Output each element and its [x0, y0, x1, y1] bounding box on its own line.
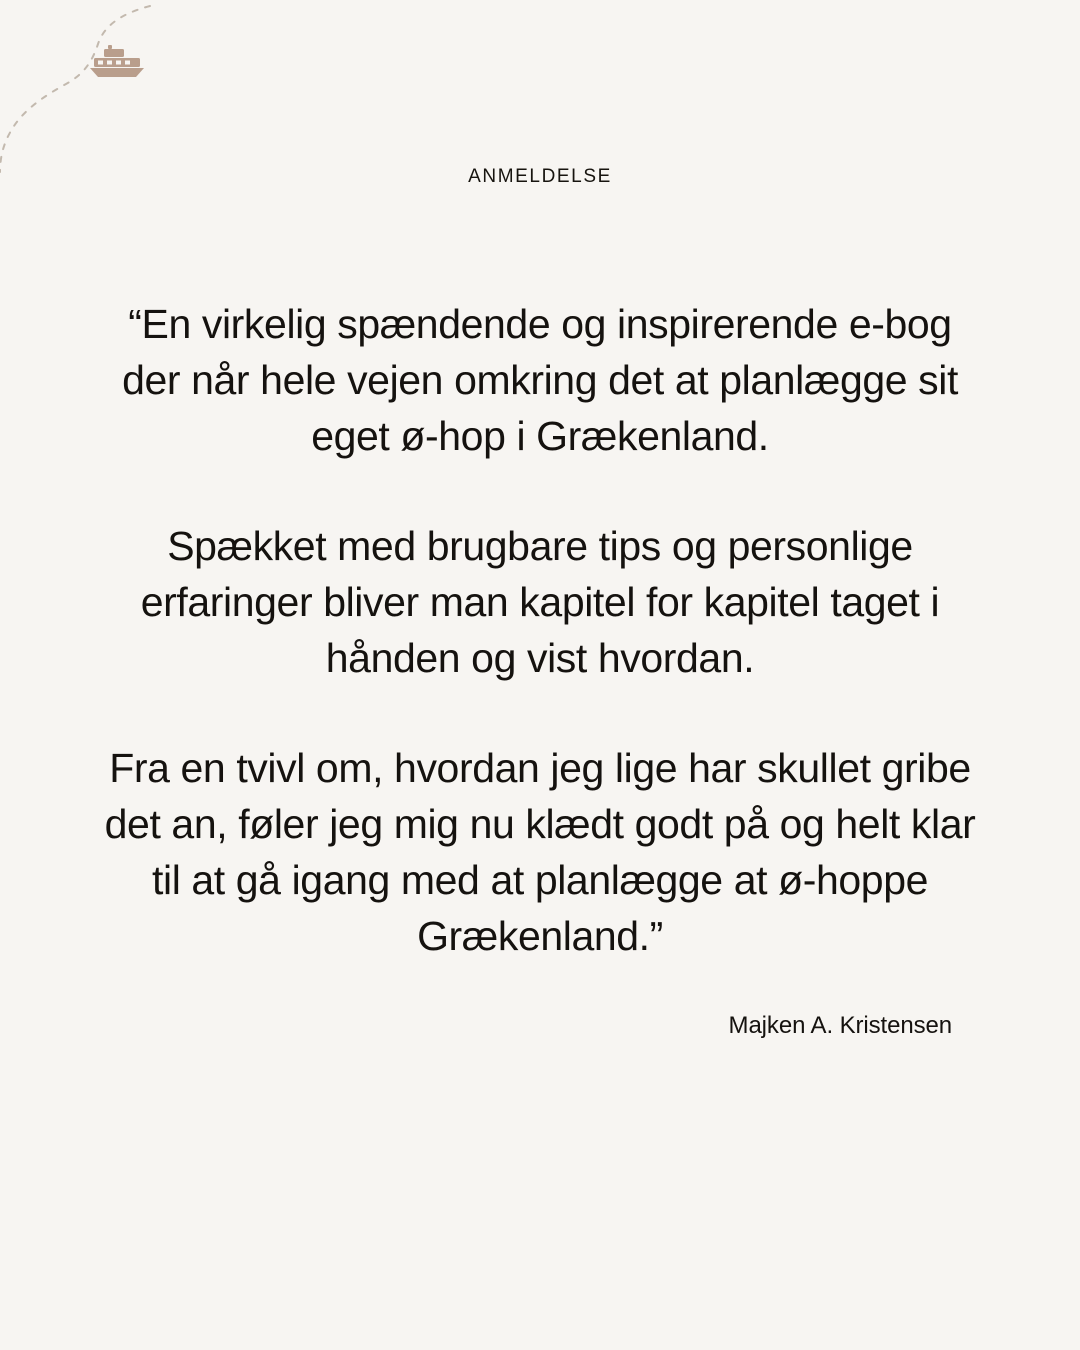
quote-paragraph: Fra en tvivl om, hvordan jeg lige har skullet gribe det an, føler jeg mig nu klædt godt på og helt klar til at gå igang med at planlægge at ø-hoppe Grækenland.” — [104, 745, 976, 959]
quote-block — [96, 296, 984, 964]
ferry-boat-icon — [86, 44, 148, 84]
quote-paragraph: Spækket med brugbare tips og personlige erfaringer bliver man kapitel for kapitel taget i hånden og vist hvordan. — [140, 523, 940, 681]
dotted-route-line — [0, 0, 260, 180]
eyebrow-label: ANMELDELSE — [468, 166, 612, 187]
quote-paragraph: “En virkelig spændende og inspirerende e-bog der når hele vejen omkring det at planlægge sit eget ø-hop i Grækenland. — [122, 301, 958, 459]
quote-author: Majken A. Kristensen — [728, 1012, 952, 1039]
